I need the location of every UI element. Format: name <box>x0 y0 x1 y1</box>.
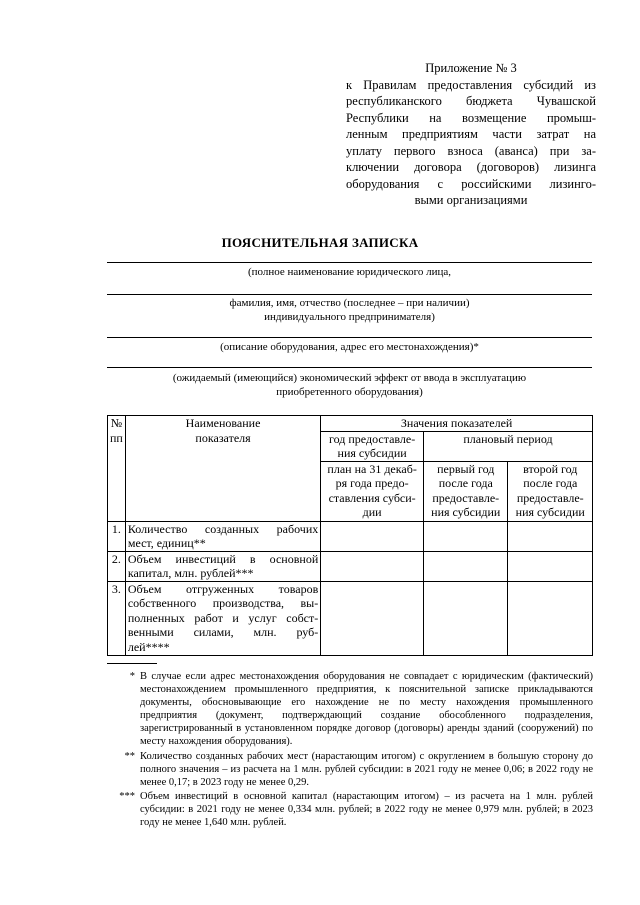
footnote-text: Количество созданных рабочих мест (нарастающим итогом) с округлением в большую сторону до полного значения – из расчета на 1 млн. рублей субсидии: в 2021 году не менее 0,06; в 2022 году не менее 0,17; в 2023 году не менее 0,29. <box>140 751 593 788</box>
row-name-line: капитал, млн. рублей*** <box>127 566 254 580</box>
indicators-table <box>107 415 593 656</box>
fill-line-equipment <box>107 337 592 338</box>
row-name-line: лей**** <box>127 639 170 654</box>
row-num: 2. <box>108 551 126 581</box>
footnote-separator <box>107 663 157 664</box>
value-cell[interactable] <box>424 521 508 551</box>
fill-line-entrepreneur <box>107 294 592 295</box>
footnote-mark: *** <box>119 791 135 802</box>
footnote-text: В случае если адрес местонахождения оборудования не совпадает с юридическим (фактический) местонахождением промышленного предприятия, к пояснительной записке прикладываются документы, обосновывающие его нахождение не по месту нахождения промышленного предприятия (документ, подтверждающий создание обособленного подразделения, зарегистрированный в установленном порядке договор (договоры) аренды зданий (сооружений) по месту нахождения оборудования). <box>140 671 593 747</box>
caption-entrepreneur-a: фамилия, имя, отчество (последнее – при наличии) <box>229 297 470 309</box>
table-row <box>108 551 593 581</box>
header-indicator-name: Наименование показателя <box>125 416 320 522</box>
appendix-line: республиканского бюджета Чувашской <box>346 94 596 108</box>
row-name-line: Объем инвестиций в основной <box>127 551 319 566</box>
header-num: № пп <box>108 416 126 522</box>
header-plan-dec31: план на 31 декаб-ря года предо-ставления субси-дии <box>321 461 424 521</box>
appendix-block <box>346 60 596 209</box>
value-cell[interactable] <box>508 521 593 551</box>
header-plan-period: плановый период <box>424 431 593 461</box>
value-cell[interactable] <box>424 581 508 655</box>
footnote-mark: ** <box>124 751 135 762</box>
footnote <box>107 670 593 748</box>
row-name-line: мест, единиц** <box>127 536 206 550</box>
header-values: Значения показателей <box>321 416 593 432</box>
row-name <box>125 521 320 551</box>
appendix-line: ключении договора (договоров) лизинга <box>346 160 596 174</box>
document-title: ПОЯСНИТЕЛЬНАЯ ЗАПИСКА <box>221 235 419 250</box>
value-cell[interactable] <box>508 551 593 581</box>
row-name <box>125 551 320 581</box>
value-cell[interactable] <box>321 581 424 655</box>
row-name-line: Объем отгруженных товаров <box>127 581 319 596</box>
fill-line-effect <box>107 367 592 368</box>
table-row <box>108 521 593 551</box>
caption-equipment: (описание оборудования, адрес его местонахождения)* <box>220 341 479 353</box>
appendix-line: уплату первого взноса (аванса) при за- <box>346 143 596 158</box>
table-row <box>108 581 593 655</box>
header-second-year: второй год после года предоставле-ния субсидии <box>508 461 593 521</box>
appendix-number: Приложение № 3 <box>425 61 517 75</box>
row-num: 1. <box>108 521 126 551</box>
row-name-line: венными силами, млн. руб- <box>127 625 319 639</box>
footnote <box>107 750 593 789</box>
footnote-text: Объем инвестиций в основной капитал (нарастающим итогом) – из расчета на 1 млн. рублей субсидии: в 2021 году не менее 0,334 млн. рублей; в 2022 году не менее 0,979 млн. рублей; в 2023 году не менее 1,640 млн. рублей. <box>140 791 593 828</box>
caption-company: (полное наименование юридического лица, <box>247 266 452 278</box>
header-first-year: первый год после года предоставле-ния субсидии <box>424 461 508 521</box>
value-cell[interactable] <box>321 551 424 581</box>
appendix-line: к Правилам предоставления субсидий из <box>346 77 596 92</box>
appendix-line: Республики на возмещение промыш- <box>346 110 596 125</box>
appendix-line: ленным предприятиям части затрат на <box>346 127 596 141</box>
row-name <box>125 581 320 655</box>
row-name-line: полненных работ и услуг собст- <box>127 610 319 625</box>
appendix-line: оборудования с российскими лизинго- <box>346 176 596 191</box>
footnote-mark: * <box>129 671 135 682</box>
footnote <box>107 790 593 829</box>
value-cell[interactable] <box>424 551 508 581</box>
fill-line-company <box>107 262 592 263</box>
header-subsidy-year: год предоставле-ния субсидии <box>321 431 424 461</box>
value-cell[interactable] <box>321 521 424 551</box>
caption-entrepreneur-b: индивидуального предпринимателя) <box>264 311 435 323</box>
row-name-line: собственного производства, вы- <box>127 596 319 610</box>
caption-effect-b: приобретенного оборудования) <box>276 386 423 398</box>
appendix-line: выми организациями <box>414 193 528 207</box>
row-num: 3. <box>108 581 126 655</box>
caption-effect-a: (ожидаемый (имеющийся) экономический эффект от ввода в эксплуатацию <box>172 372 527 384</box>
row-name-line: Количество созданных рабочих <box>127 521 319 536</box>
value-cell[interactable] <box>508 581 593 655</box>
